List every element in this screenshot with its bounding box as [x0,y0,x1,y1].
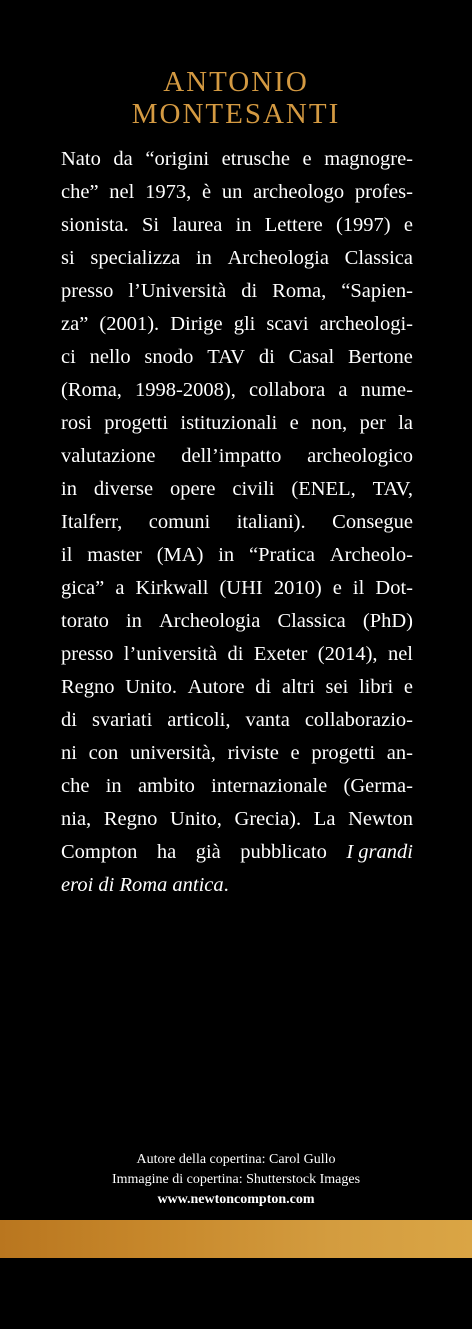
bio-word: da [113,148,133,170]
bio-word: (MA) [156,544,204,566]
bio-word: Bertone [348,346,413,368]
bio-word: in [235,214,252,236]
bio-line [61,374,413,407]
bio-line [61,638,413,671]
bio-word: La [313,808,336,830]
bio-word: (1997) [335,214,391,236]
bio-line [61,209,413,242]
bio-word: dell’impatto [181,445,282,467]
credits [0,1150,472,1210]
bio-line [61,737,413,770]
bio-word: con [88,742,119,764]
bio-line [61,473,413,506]
bio-word: collaborazio- [304,709,413,731]
bio-line [61,704,413,737]
bio-word: vanta [245,709,290,731]
bio-line [61,275,413,308]
bio-word: università, [129,742,216,764]
bio-word: opere [169,478,216,500]
bio-word: il [352,577,365,599]
bio-word: snodo [144,346,194,368]
bio-line-last [61,869,413,902]
bio-word: pubblicato [240,841,327,863]
bio-word: nel [387,643,413,665]
bio-word: a [338,379,348,401]
bio-word: I grandi [346,841,413,863]
bio-line [61,671,413,704]
bio-word: Grecia). [234,808,302,830]
book-title: eroi di Roma antica [61,874,224,896]
bio-line [61,242,413,275]
bio-word: e [403,676,413,698]
bio-word: di [258,346,275,368]
bio-word: nel [109,181,135,203]
bio-word: Classica [344,247,413,269]
bio-word: presso [61,643,114,665]
bio-word: (Germa- [343,775,413,797]
bio-word: laurea [172,214,223,236]
bio-word: istituzionali [180,412,278,434]
bio-word: in [218,544,235,566]
bio-line [61,539,413,572]
bio-word: za” [61,313,89,335]
author-name-line-2: MONTESANTI [131,98,341,130]
bio-word: Si [141,214,160,236]
bio-word: non, [311,412,348,434]
bio-word: master [87,544,142,566]
bio-word: già [195,841,221,863]
bio-word: Nato [61,148,101,170]
bio-word: il [61,544,73,566]
bio-word: TAV, [372,478,413,500]
author-name-line-1: ANTONIO [163,66,309,98]
bio-line [61,605,413,638]
bio-word: rosi [61,412,92,434]
bio-word: archeologico [307,445,413,467]
bio-word: (PhD) [362,610,413,632]
bio-word: è [201,181,212,203]
bio-word: Roma, [272,280,327,302]
bio-word: sionista. [61,214,129,236]
bio-word: l’università [123,643,218,665]
bio-word: specializza [90,247,181,269]
bio-word: articoli, [167,709,231,731]
publisher-website: www.newtoncompton.com [157,1192,315,1207]
bio-word: in [61,478,77,500]
bio-word: “Pratica [249,544,316,566]
bio-line [61,308,413,341]
bio-word: italiani). [236,511,306,533]
bio-line [61,440,413,473]
bio-word: di [61,709,77,731]
bio-word: civili [232,478,275,500]
bio-word: di [241,280,258,302]
bio-word: Autore [187,676,245,698]
bio-word: progetti [104,412,168,434]
bio-word: Archeolo- [329,544,413,566]
bio-word: Consegue [332,511,413,533]
author-biography [61,143,413,902]
bio-word: (2001). [99,313,160,335]
bio-word: Compton [61,841,138,863]
bio-word: nia, [61,808,92,830]
bio-word: nello [89,346,131,368]
gold-band [0,1220,472,1258]
bio-word: ni [61,742,77,764]
bio-word: e [302,148,312,170]
bio-word: archeologo [253,181,345,203]
bio-word: profes- [354,181,413,203]
bio-word: in [105,775,122,797]
bio-word: altri [281,676,315,698]
bio-line [61,836,413,869]
bio-word: Unito, [170,808,222,830]
bio-word: di [255,676,272,698]
bio-word: e [332,577,342,599]
bio-line [61,506,413,539]
bio-word: scavi [266,313,309,335]
bio-word: ambito [137,775,195,797]
bio-word: e [290,742,300,764]
bio-word: 1973, [145,181,192,203]
bio-line [61,803,413,836]
bio-word: Lettere [264,214,323,236]
bio-word: Kirkwall [135,577,209,599]
bio-word: si [61,247,75,269]
bio-word: Unito. [125,676,178,698]
bio-word: TAV [207,346,246,368]
bio-word: Archeologia [227,247,329,269]
cover-author-credit: Autore della copertina: Carol Gullo [136,1152,336,1167]
bio-word: “origini [145,148,210,170]
bio-word: in [125,610,142,632]
bio-word: l’Università [128,280,227,302]
bio-word: riviste [227,742,279,764]
bio-word: un [221,181,243,203]
bio-word: Regno [103,808,158,830]
bio-word: collabora [248,379,326,401]
bio-word: presso [61,280,114,302]
bio-word: comuni [148,511,211,533]
bio-word: Casal [288,346,335,368]
bio-word: di [227,643,244,665]
bio-word: Dot- [375,577,413,599]
bio-word: Regno [61,676,115,698]
bio-word: 2010) [273,577,322,599]
bio-word: “Sapien- [341,280,413,302]
bio-final-period: . [223,874,229,896]
bio-word: archeologi- [319,313,413,335]
bio-word: Classica [277,610,346,632]
bio-word: progetti [311,742,376,764]
bio-word: 1998-2008), [135,379,236,401]
bio-word: Newton [348,808,413,830]
bio-word: e [403,214,413,236]
bio-word: Archeologia [159,610,261,632]
bio-word: nume- [360,379,413,401]
bio-word: a [115,577,125,599]
bio-line [61,572,413,605]
bio-word: gli [233,313,256,335]
bio-word: che” [61,181,99,203]
bio-word: Exeter [253,643,308,665]
bio-line [61,341,413,374]
bio-word: diverse [93,478,154,500]
bio-word: Dirige [170,313,223,335]
bio-line [61,407,413,440]
bio-word: an- [386,742,413,764]
bio-word: torato [61,610,109,632]
bio-word: sei [325,676,349,698]
bio-line [61,770,413,803]
bio-word: per [359,412,386,434]
bio-word: (UHI [219,577,263,599]
bio-word: svariati [91,709,153,731]
bio-word: e [289,412,299,434]
bio-word: Italferr, [61,511,123,533]
bio-word: gica” [61,577,105,599]
bio-word: (2014), [317,643,378,665]
bio-word: ci [61,346,76,368]
bio-word: (Roma, [61,379,122,401]
bio-word: in [195,247,212,269]
bio-word: libri [358,676,394,698]
bio-line [61,143,413,176]
bio-word: (ENEL, [291,478,356,500]
bio-word: che [61,775,90,797]
cover-image-credit: Immagine di copertina: Shutterstock Images [111,1172,361,1187]
bio-line [61,176,413,209]
bio-word: la [398,412,413,434]
bio-word: etrusche [221,148,290,170]
bio-word: internazionale [211,775,328,797]
bio-word: magnogre- [324,148,413,170]
bio-word: valutazione [61,445,156,467]
bio-word: ha [156,841,177,863]
